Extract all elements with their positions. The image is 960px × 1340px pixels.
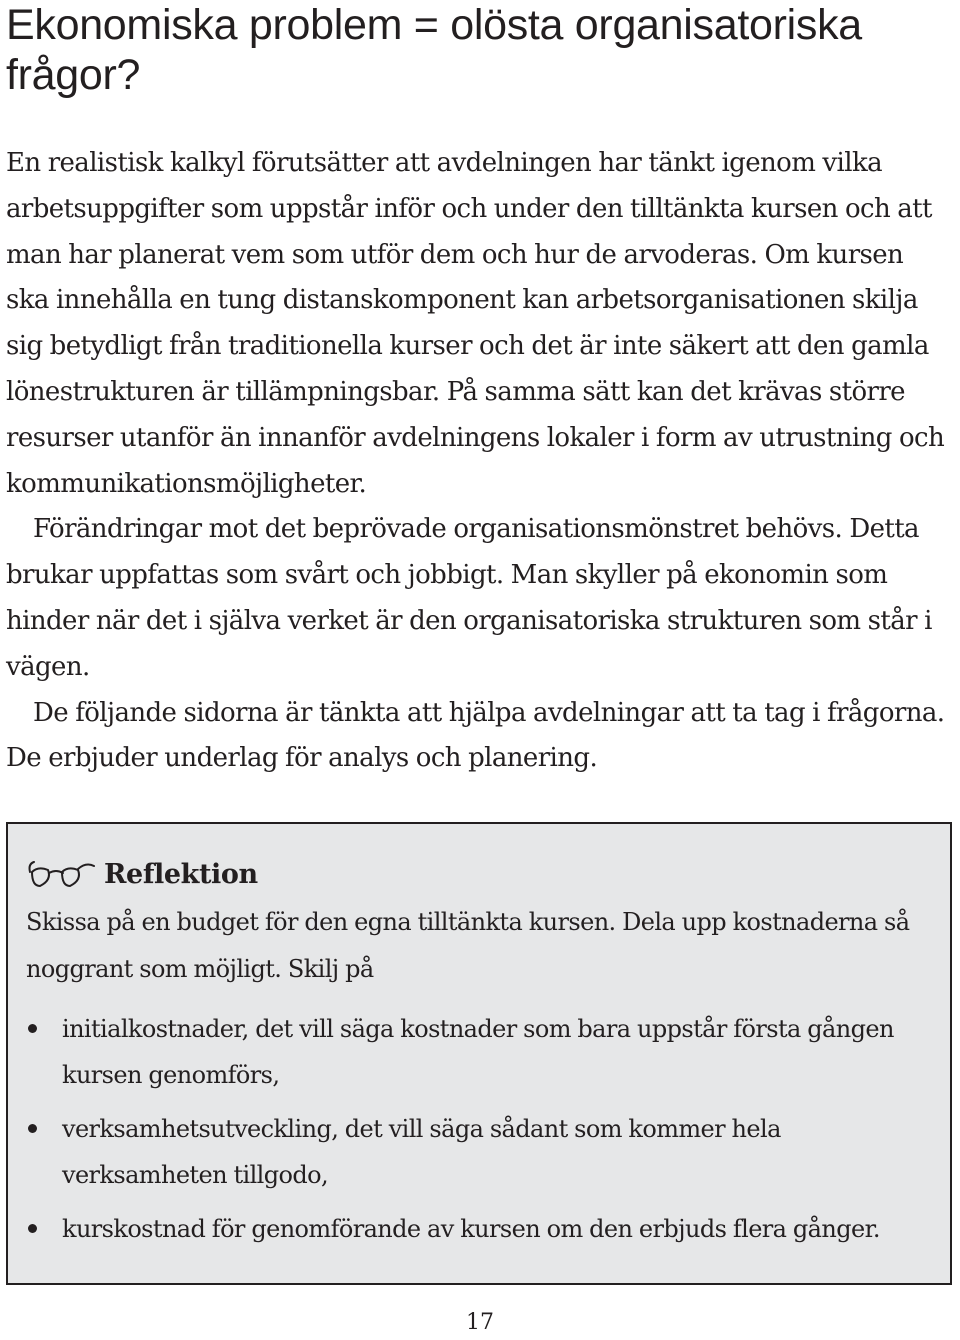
list-item [26,1206,936,1252]
page-number: 17 [466,1310,494,1335]
body-paragraph: De följande sidorna är tänkta att hjälpa avdelningar att ta tag i frågorna. De erbjuder underlag för analys och planering. [6,697,945,774]
reflection-title: Reflektion [104,858,258,890]
list-item [26,1106,936,1198]
reflection-heading [26,852,258,896]
body-paragraph: En realistisk kalkyl förutsätter att avdelningen har tänkt igenom vilka arbetsuppgifter som uppstår inför och under den tilltänkta kursen och att man har planerat vem som utför dem och hur de arvoderas. Om kursen ska innehålla en tung distanskomponent kan arbetsorganisationen skilja sig betydligt från traditionella kurser och det är inte säkert att den gamla lönestrukturen är tillämpningsbar. På samma sätt kan det krävas större resurser utanför än innanför avdelningens lokaler i form av utrustning och kommunikationsmöjligheter. [6,148,945,499]
glasses-icon [26,858,96,890]
body-text [6,141,946,782]
list-item [26,1006,936,1098]
list-item-text: kurskostnad för genomförande av kursen om den erbjuds flera gånger. [62,1215,880,1243]
reflection-list [26,1006,936,1260]
bullet-icon [28,1024,37,1033]
page-title: Ekonomiska problem = olösta organisatoriska frågor? [6,1,862,99]
list-item-text: initialkostnader, det vill säga kostnader som bara uppstår första gången kursen genomförs, [62,1015,894,1089]
list-item-text: verksamhetsutveckling, det vill säga sådant som kommer hela verksamheten tillgodo, [62,1115,781,1189]
reflection-box [6,822,952,1285]
bullet-icon [28,1224,37,1233]
bullet-icon [28,1124,37,1133]
reflection-intro: Skissa på en budget för den egna tilltänkta kursen. Dela upp kostnaderna så noggrant som möjligt. Skilj på [26,908,910,983]
body-paragraph: Förändringar mot det beprövade organisationsmönstret behövs. Detta brukar uppfattas som svårt och jobbigt. Man skyller på ekonomin som hinder när det i själva verket är den organisatoriska strukturen som står i vägen. [6,514,932,682]
